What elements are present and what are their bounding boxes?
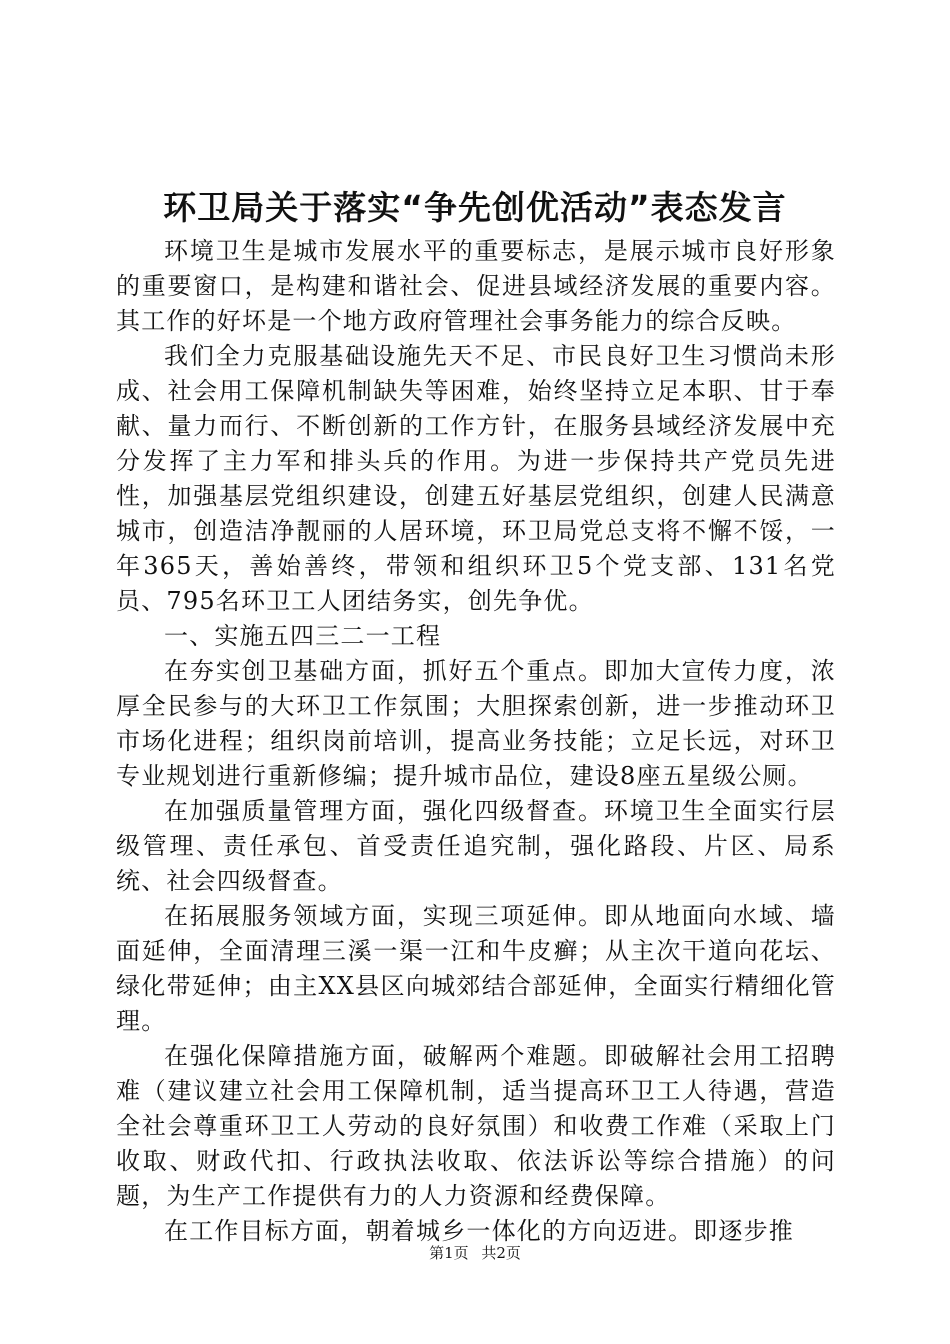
paragraph-efforts: 我们全力克服基础设施先天不足、市民良好卫生习惯尚未形成、社会用工保障机制缺失等困难，始终坚持立足本职、甘于奉献、量力而行、不断创新的工作方针，在服务县域经济发展中充分发挥了主力军和排头兵的作用。为进一步保持共产党员先进性，加强基层党组织建设，创建五好基层党组织，创建人民满意城市，创造洁净靓丽的人居环境，环卫局党总支将不懈不馁，一年365天，善始善终，带领和组织环卫5个党支部、131名党员、795名环卫工人团结务实，创先争优。 (116, 342, 836, 615)
paragraph-foundation: 在夯实创卫基础方面，抓好五个重点。即加大宣传力度，浓厚全民参与的大环卫工作氛围；大胆探索创新，进一步推动环卫市场化进程；组织岗前培训，提高业务技能；立足长远，对环卫专业规划进行重新修编；提升城市品位，建设8座五星级公厕。 (116, 657, 836, 790)
paragraph-goal: 在工作目标方面，朝着城乡一体化的方向迈进。即逐步推 (164, 1217, 794, 1245)
section-heading: 一、实施五四三二一工程 (164, 622, 442, 650)
paragraph-service: 在拓展服务领域方面，实现三项延伸。即从地面向水域、墙面延伸，全面清理三溪一渠一江和牛皮癣；从主次干道向花坛、绿化带延伸；由主XX县区向城郊结合部延伸，全面实行精细化管理。 (116, 902, 836, 1035)
document-title: 环卫局关于落实“争先创优活动”表态发言 (163, 188, 787, 227)
document-body (116, 234, 836, 1249)
paragraph-intro: 环境卫生是城市发展水平的重要标志，是展示城市良好形象的重要窗口，是构建和谐社会、促进县域经济发展的重要内容。其工作的好坏是一个地方政府管理社会事务能力的综合反映。 (116, 237, 836, 335)
paragraph-quality: 在加强质量管理方面，强化四级督查。环境卫生全面实行层级管理、责任承包、首受责任追究制，强化路段、片区、局系统、社会四级督查。 (116, 797, 836, 895)
page-footer (0, 1243, 950, 1263)
page-total: 共2页 (481, 1244, 521, 1262)
page-number: 第1页 (429, 1244, 469, 1262)
paragraph-guarantee: 在强化保障措施方面，破解两个难题。即破解社会用工招聘难（建议建立社会用工保障机制，适当提高环卫工人待遇，营造全社会尊重环卫工人劳动的良好氛围）和收费工作难（采取上门收取、财政代扣、行政执法收取、依法诉讼等综合措施）的问题，为生产工作提供有力的人力资源和经费保障。 (116, 1042, 836, 1210)
